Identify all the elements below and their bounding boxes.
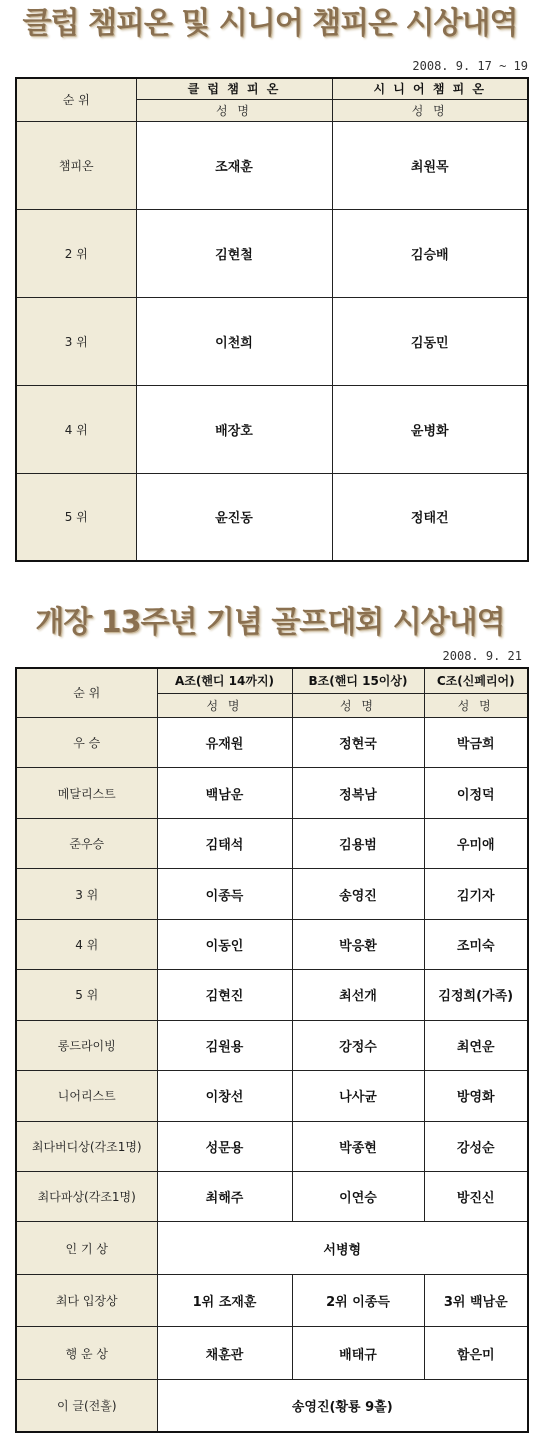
rank-header: 순 위 [16,78,136,121]
section1-date: 2008. 9. 17 ~ 19 [412,59,528,73]
group-b-name-subheader: 성 명 [292,693,424,717]
senior-winner-cell: 김승배 [332,209,528,297]
rank-cell: 이 글(전홀) [16,1379,157,1432]
section1-title: 클럽 챔피온 및 시니어 챔피온 시상내역 [22,6,518,41]
group-b-cell: 최선개 [292,970,424,1020]
rank-cell: 챔피온 [16,121,136,209]
rank-cell: 3 위 [16,297,136,385]
table-row [16,209,528,297]
table-row [16,297,528,385]
club-name-subheader: 성 명 [136,99,332,121]
group-c-cell: 최연운 [424,1020,528,1070]
rank-cell: 우 승 [16,717,157,767]
rank-cell: 롱드라이빙 [16,1020,157,1070]
table-row [16,717,528,767]
senior-winner-cell: 정태건 [332,473,528,561]
table-row [16,818,528,868]
group-c-cell: 강성순 [424,1121,528,1171]
senior-champion-header: 시 니 어 챔 피 온 [332,78,528,99]
group-b-cell: 나사균 [292,1071,424,1121]
rank-cell: 최다파상(각조1명) [16,1172,157,1222]
table-row [16,1274,528,1326]
group-b-cell: 송영진 [292,869,424,919]
table-row [16,768,528,818]
rank-cell: 4 위 [16,919,157,969]
group-a-cell: 최해주 [157,1172,292,1222]
table-row [16,121,528,209]
group-c-cell: 우미애 [424,818,528,868]
rank-cell: 5 위 [16,473,136,561]
group-c-cell: 방진신 [424,1172,528,1222]
rank-cell: 5 위 [16,970,157,1020]
group-a-cell: 김원용 [157,1020,292,1070]
group-c-name-subheader: 성 명 [424,693,528,717]
group-c-cell: 김기자 [424,869,528,919]
table-row [16,385,528,473]
rank-cell: 4 위 [16,385,136,473]
rank-cell: 인 기 상 [16,1222,157,1274]
table-row [16,1379,528,1432]
group-b-cell: 강정수 [292,1020,424,1070]
senior-name-subheader: 성 명 [332,99,528,121]
rank-cell: 최다 입장상 [16,1274,157,1326]
club-champion-table [15,77,529,562]
table-row [16,1020,528,1070]
table-row [16,869,528,919]
section2-date: 2008. 9. 21 [442,649,522,663]
attendance-second-cell: 2위 이종득 [292,1274,424,1326]
attendance-third-cell: 3위 백남운 [424,1274,528,1326]
rank-cell: 행 운 상 [16,1327,157,1379]
group-a-name-subheader: 성 명 [157,693,292,717]
club-winner-cell: 윤진동 [136,473,332,561]
rank-cell: 3 위 [16,869,157,919]
group-c-cell: 조미숙 [424,919,528,969]
table-row [16,473,528,561]
group-c-cell: 김정희(가족) [424,970,528,1020]
club-champion-header: 클 럽 챔 피 온 [136,78,332,99]
table-row [16,1172,528,1222]
group-b-cell: 이연승 [292,1172,424,1222]
club-winner-cell: 조재훈 [136,121,332,209]
table-row [16,970,528,1020]
club-winner-cell: 김현철 [136,209,332,297]
group-b-cell: 김용범 [292,818,424,868]
group-a-cell: 이창선 [157,1071,292,1121]
group-b-cell: 정복남 [292,768,424,818]
group-c-cell: 방영화 [424,1071,528,1121]
group-c-header: C조(신페리어) [424,668,528,693]
group-b-cell: 박종현 [292,1121,424,1171]
group-a-header: A조(핸디 14까지) [157,668,292,693]
table-row [16,1327,528,1379]
club-winner-cell: 배장호 [136,385,332,473]
club-winner-cell: 이천희 [136,297,332,385]
group-b-cell: 정현국 [292,717,424,767]
senior-winner-cell: 김동민 [332,297,528,385]
senior-winner-cell: 윤병화 [332,385,528,473]
group-c-cell: 박금희 [424,717,528,767]
rank-cell: 2 위 [16,209,136,297]
lucky-a-cell: 채훈관 [157,1327,292,1379]
rank-cell: 메달리스트 [16,768,157,818]
group-b-header: B조(핸디 15이상) [292,668,424,693]
group-a-cell: 백남운 [157,768,292,818]
group-a-cell: 유재원 [157,717,292,767]
group-a-cell: 김현진 [157,970,292,1020]
eagle-award-cell: 송영진(황룡 9홀) [157,1379,528,1432]
table-row [16,919,528,969]
group-c-cell: 이정덕 [424,768,528,818]
senior-winner-cell: 최원목 [332,121,528,209]
rank-header: 순 위 [16,668,157,717]
rank-cell: 준우승 [16,818,157,868]
anniversary-tournament-table [15,667,529,1433]
group-b-cell: 박응환 [292,919,424,969]
table-row [16,1121,528,1171]
table-row [16,1071,528,1121]
group-a-cell: 김태석 [157,818,292,868]
group-a-cell: 이동인 [157,919,292,969]
table-row [16,1222,528,1274]
lucky-b-cell: 배태규 [292,1327,424,1379]
rank-cell: 최다버디상(각조1명) [16,1121,157,1171]
popular-award-cell: 서병형 [157,1222,528,1274]
group-a-cell: 이종득 [157,869,292,919]
rank-cell: 니어리스트 [16,1071,157,1121]
lucky-c-cell: 함은미 [424,1327,528,1379]
section2-title: 개장 13주년 기념 골프대회 시상내역 [35,605,505,640]
attendance-first-cell: 1위 조재훈 [157,1274,292,1326]
group-a-cell: 성문용 [157,1121,292,1171]
